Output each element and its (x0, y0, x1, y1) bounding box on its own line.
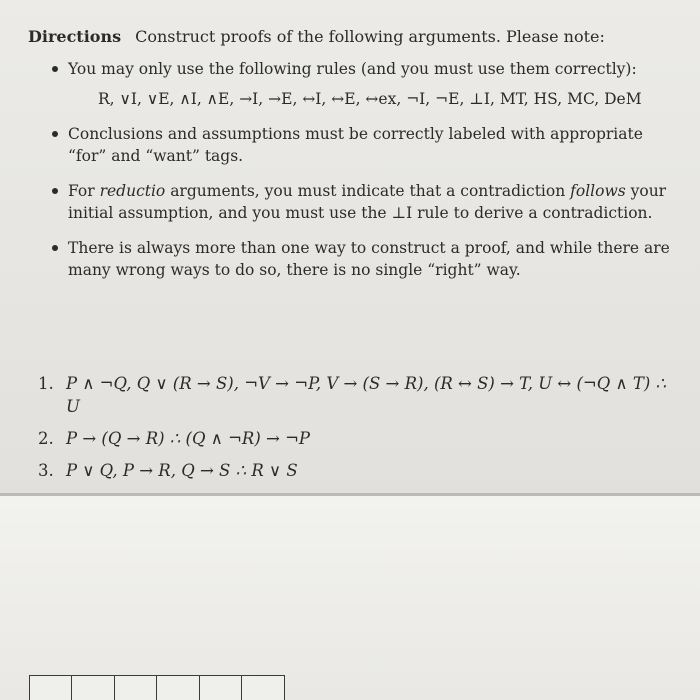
instructions-list (52, 58, 677, 294)
directions-header (28, 26, 678, 48)
follows-term: follows (570, 182, 626, 200)
grid-cell (156, 675, 200, 700)
allowed-rules: R, ∨I, ∨E, ∧I, ∧E, →I, →E, ↔I, ↔E, ↔ex, ¬I, ¬E, ⊥I, MT, HS, MC, DeM (98, 90, 642, 108)
directions-text: Construct proofs of the following arguments. Please note: (135, 27, 605, 46)
problem-expression: P ∧ ¬Q, Q ∨ (R → S), ¬V → ¬P, V → (S → R), (R ↔ S) → T, U ↔ (¬Q ∧ T) ∴ U (66, 374, 667, 416)
problem-number: 2. (38, 429, 54, 448)
problem-expression: P → (Q → R) ∴ (Q ∧ ¬R) → ¬P (66, 429, 311, 448)
instruction-labels (52, 123, 677, 167)
grid-cell (199, 675, 243, 700)
directions-label: Directions (28, 27, 122, 46)
problem-number: 3. (38, 461, 54, 480)
problem-expression: P ∨ Q, P → R, Q → S ∴ R ∨ S (66, 461, 298, 480)
instruction-reductio-pre: For (68, 182, 100, 200)
instruction-rules (52, 58, 677, 110)
reductio-term: reductio (99, 182, 166, 200)
problem-item (38, 459, 678, 482)
problem-number: 1. (38, 374, 54, 393)
problem-item (38, 372, 678, 418)
answer-grid (30, 675, 285, 700)
problem-item (38, 427, 678, 450)
instruction-multiple-ways (52, 237, 677, 281)
instruction-reductio (52, 180, 677, 224)
grid-cell (29, 675, 73, 700)
lower-sheet (0, 496, 700, 700)
instruction-rules-text: You may only use the following rules (and you must use them correctly): (68, 60, 637, 78)
instruction-reductio-post: your initial assumption, and you must use the ⊥I rule to derive a contradiction. (68, 182, 667, 222)
grid-cell (114, 675, 158, 700)
grid-cell (241, 675, 285, 700)
instruction-multiple-ways-text: There is always more than one way to construct a proof, and while there are many wrong ways to do so, there is no single “right” way. (68, 239, 670, 279)
instruction-reductio-mid: arguments, you must indicate that a contradiction (165, 182, 571, 200)
instruction-labels-text: Conclusions and assumptions must be correctly labeled with appropriate “for” and “want” tags. (68, 125, 643, 165)
problem-list (38, 372, 678, 491)
grid-cell (71, 675, 115, 700)
